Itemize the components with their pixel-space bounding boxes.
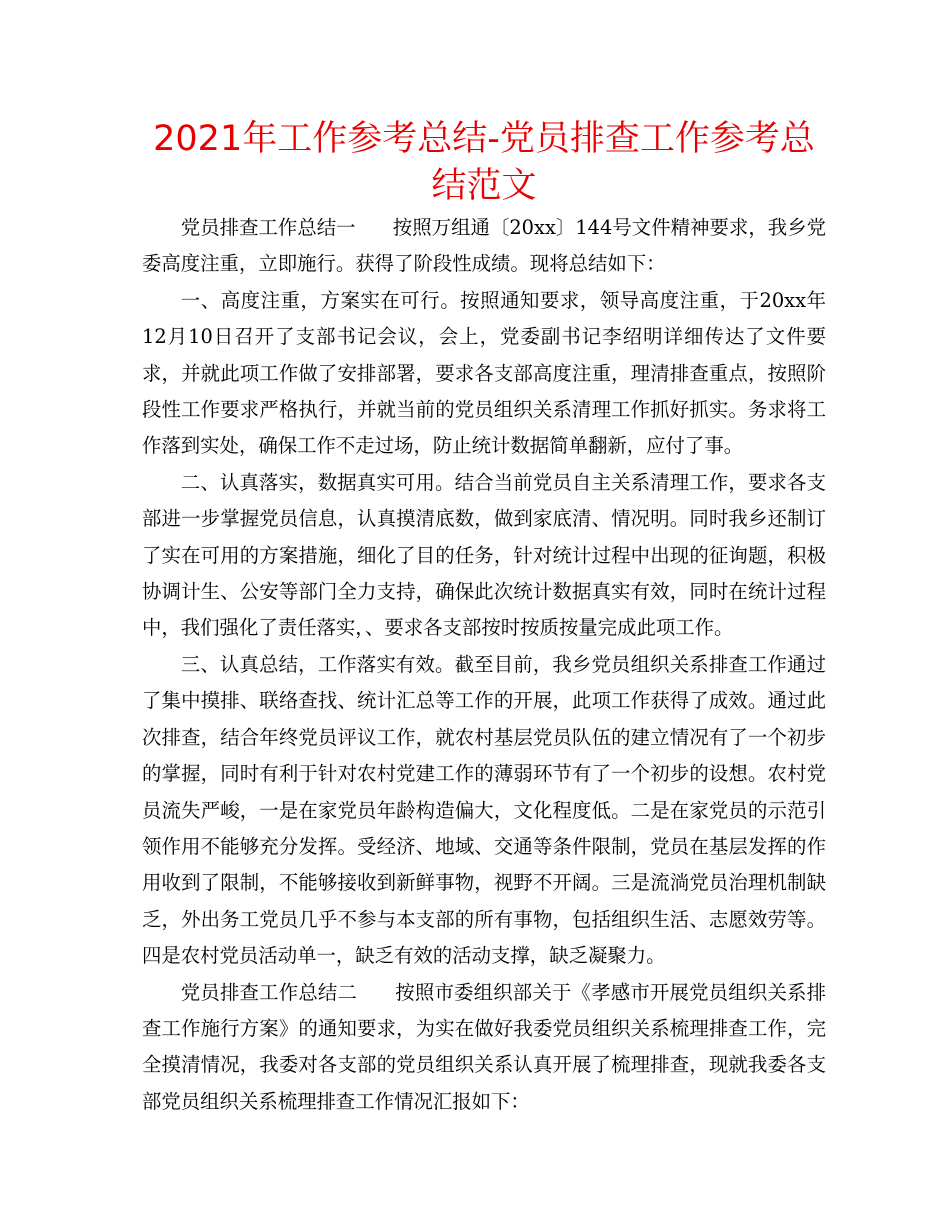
document-title: 2021年工作参考总结-党员排查工作参考总结范文	[153, 119, 815, 206]
document-body	[142, 210, 826, 1120]
paragraph-1	[142, 210, 826, 283]
paragraph-2	[142, 283, 826, 465]
paragraph-text: 一、高度注重，方案实在可行。按照通知要求，领导高度注重，于20xx年12月10日召开了支部书记会议，会上，党委副书记李绍明详细传达了文件要求，并就此项工作做了安排部署，要求各支部高度注重，理清排查重点，按照阶段性工作要求严格执行，并就当前的党员组织关系清理工作抓好抓实。务求将工作落到实处，确保工作不走过场，防止统计数据简单翻新，应付了事。	[142, 288, 826, 458]
paragraph-text: 按照市委组织部关于《孝感市开展党员组织关系排查工作施行方案》的通知要求，为实在做好我委党员组织关系梳理排查工作，完全摸清情况，我委对各支部的党员组织关系认真开展了梳理排查，现就我委各支部党员组织关系梳理排查工作情况汇报如下：	[142, 980, 827, 1113]
document-page	[142, 116, 826, 1120]
paragraph-3	[142, 465, 826, 647]
paragraph-4	[142, 647, 826, 975]
paragraph-5	[142, 975, 826, 1121]
section-heading-1: 党员排查工作总结一	[180, 216, 393, 239]
paragraph-text: 三、认真总结，工作落实有效。截至目前，我乡党员组织关系排查工作通过了集中摸排、联络查找、统计汇总等工作的开展，此项工作获得了成效。通过此次排查，结合年终党员评议工作，就农村基层党员队伍的建立情况有了一个初步的掌握，同时有利于针对农村党建工作的薄弱环节有了一个初步的设想。农村党员流失严峻，一是在家党员年龄构造偏大，文化程度低。二是在家党员的示范引领作用不能够充分发挥。受经济、地域、交通等条件限制，党员在基层发挥的作用收到了限制，不能够接收到新鲜事物，视野不开阔。三是流淌党员治理机制缺乏，外出务工党员几乎不参与本支部的所有事物，包括组织生活、志愿效劳等。四是农村党员活动单一，缺乏有效的活动支撑，缺乏凝聚力。	[142, 652, 826, 968]
paragraph-text: 按照万组通〔20xx〕144号文件精神要求，我乡党委高度注重，立即施行。获得了阶段性成绩。现将总结如下：	[142, 216, 827, 276]
paragraph-text: 二、认真落实，数据真实可用。结合当前党员自主关系清理工作，要求各支部进一步掌握党员信息，认真摸清底数，做到家底清、情况明。同时我乡还制订了实在可用的方案措施，细化了目的任务，针对统计过程中出现的征询题，积极协调计生、公安等部门全力支持，确保此次统计数据真实有效，同时在统计过程中，我们强化了责任落实，、要求各支部按时按质按量完成此项工作。	[142, 470, 826, 640]
section-heading-2: 党员排查工作总结二	[180, 980, 396, 1004]
